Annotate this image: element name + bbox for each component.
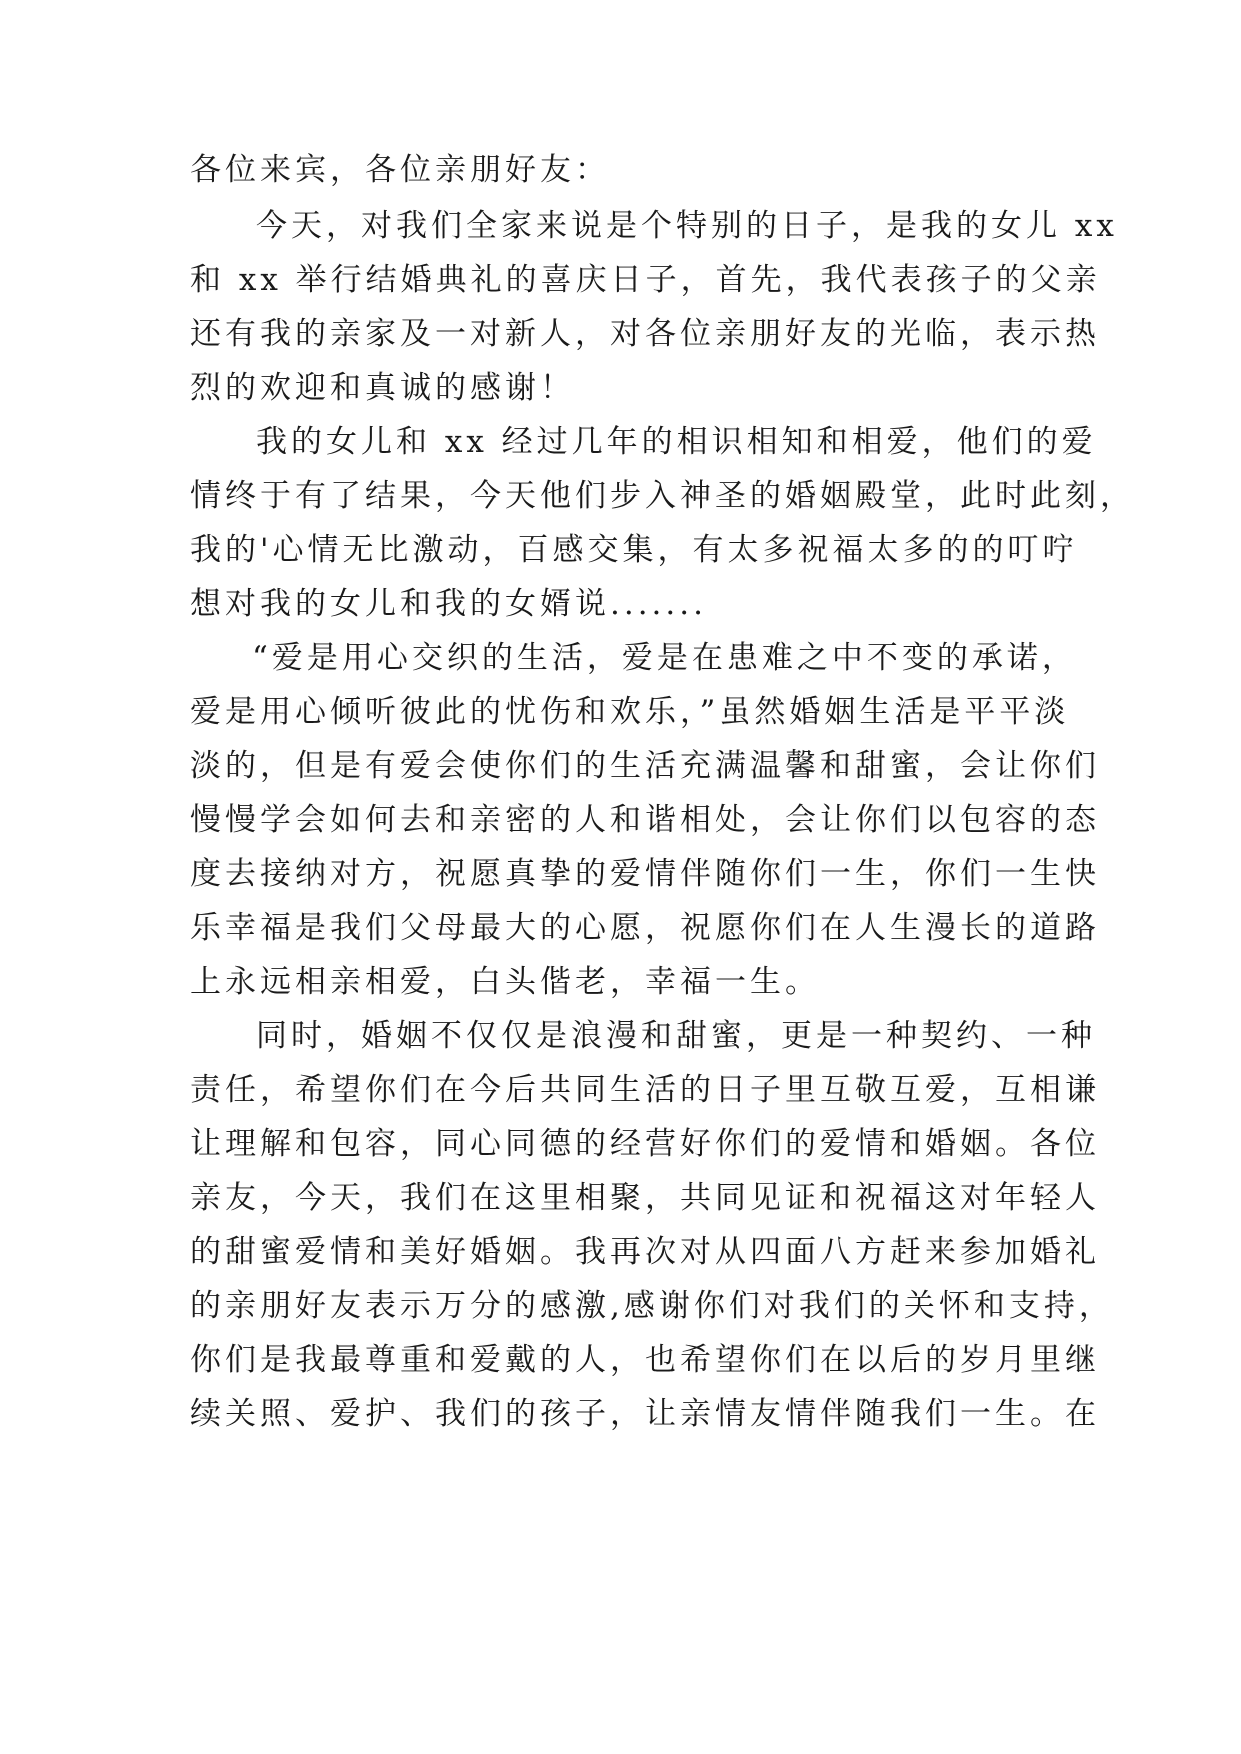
text-line: 各位来宾，各位亲朋好友： bbox=[190, 152, 610, 188]
text-line: 今天，对我们全家来说是个特别的日子，是我的女儿 xx bbox=[256, 208, 1118, 244]
text-line: 的甜蜜爱情和美好婚姻。我再次对从四面八方赶来参加婚礼 bbox=[190, 1234, 1100, 1270]
text-line: 你们是我最尊重和爱戴的人，也希望你们在以后的岁月里继 bbox=[190, 1342, 1100, 1378]
text-line: 让理解和包容，同心同德的经营好你们的爱情和婚姻。各位 bbox=[190, 1126, 1100, 1162]
text-line: 还有我的亲家及一对新人，对各位亲朋好友的光临，表示热 bbox=[190, 316, 1100, 352]
text-line: 慢慢学会如何去和亲密的人和谐相处，会让你们以包容的态 bbox=[190, 802, 1100, 838]
text-line: “爱是用心交织的生活，爱是在患难之中不变的承诺， bbox=[252, 640, 1077, 676]
text-line: 爱是用心倾听彼此的忧伤和欢乐，”虽然婚姻生活是平平淡 bbox=[190, 694, 1070, 730]
text-line: 度去接纳对方，祝愿真挚的爱情伴随你们一生，你们一生快 bbox=[190, 856, 1100, 892]
text-line: 责任，希望你们在今后共同生活的日子里互敬互爱，互相谦 bbox=[190, 1072, 1100, 1108]
text-line: 和 xx 举行结婚典礼的喜庆日子，首先，我代表孩子的父亲 bbox=[190, 262, 1101, 298]
text-line: 亲友，今天，我们在这里相聚，共同见证和祝福这对年轻人 bbox=[190, 1180, 1100, 1216]
text-line: 情终于有了结果，今天他们步入神圣的婚姻殿堂，此时此刻， bbox=[190, 478, 1135, 514]
text-line: 上永远相亲相爱，白头偕老，幸福一生。 bbox=[190, 964, 820, 1000]
text-line: 淡的，但是有爱会使你们的生活充满温馨和甜蜜，会让你们 bbox=[190, 748, 1100, 784]
text-line: 的亲朋好友表示万分的感激,感谢你们对我们的关怀和支持， bbox=[190, 1288, 1114, 1324]
text-line: 我的'心情无比激动，百感交集，有太多祝福太多的的叮咛 bbox=[190, 532, 1078, 568]
text-line: 我的女儿和 xx 经过几年的相识相知和相爱，他们的爱 bbox=[256, 424, 1097, 460]
text-line: 同时，婚姻不仅仅是浪漫和甜蜜，更是一种契约、一种 bbox=[256, 1018, 1096, 1054]
text-line: 乐幸福是我们父母最大的心愿，祝愿你们在人生漫长的道路 bbox=[190, 910, 1100, 946]
text-line: 烈的欢迎和真诚的感谢！ bbox=[190, 370, 575, 406]
text-line: 想对我的女儿和我的女婿说....... bbox=[190, 586, 707, 622]
text-line: 续关照、爱护、我们的孩子，让亲情友情伴随我们一生。在 bbox=[190, 1396, 1100, 1432]
